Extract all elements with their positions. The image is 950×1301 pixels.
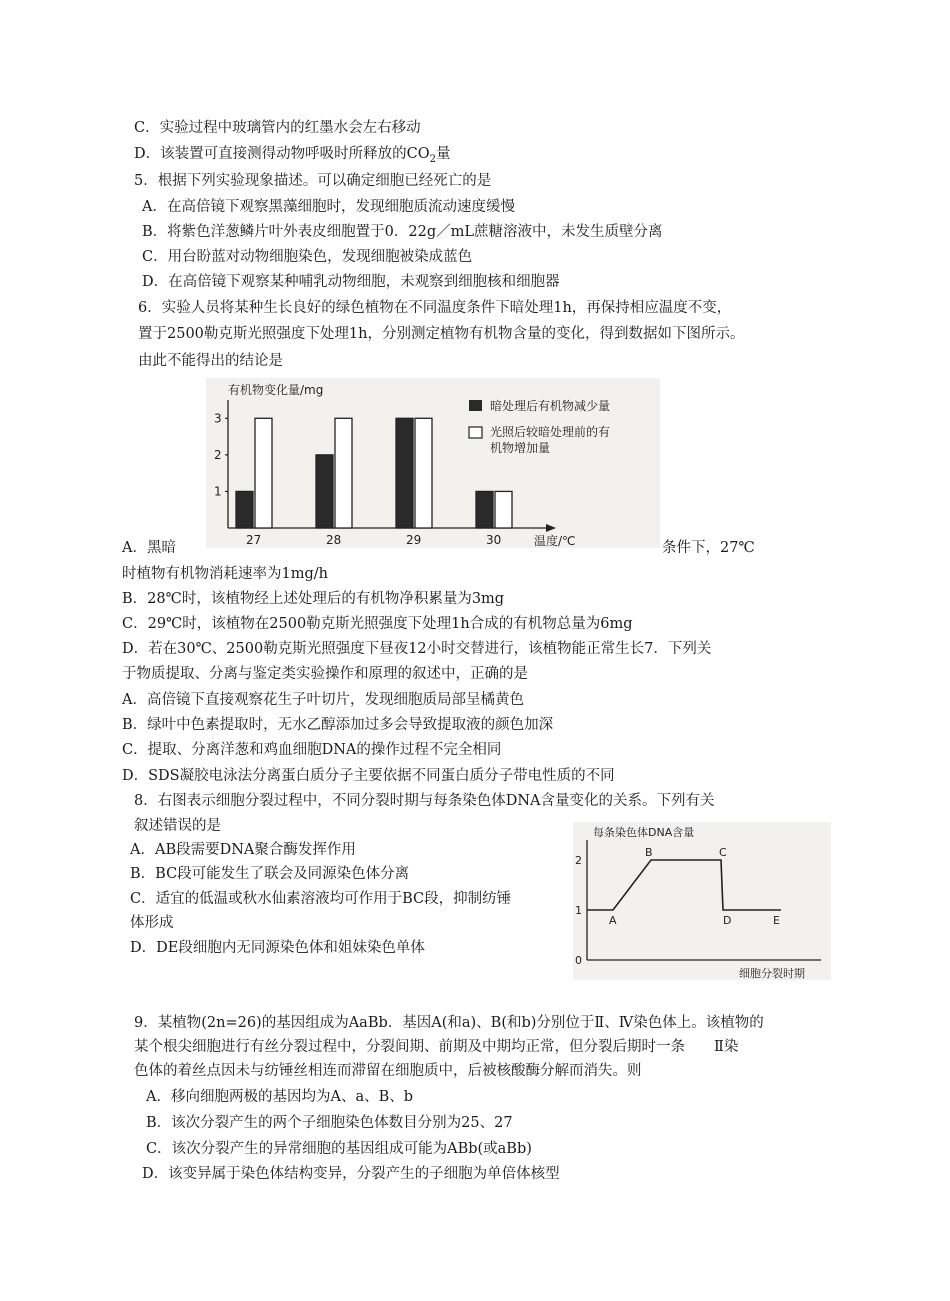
q4-option-c: C．实验过程中玻璃管内的红墨水会左右移动 <box>134 120 421 136</box>
q6-stem-line1: 6．实验人员将某种生长良好的绿色植物在不同温度条件下暗处理1h，再保持相应温度不变， <box>138 300 732 316</box>
q8-option-d: D．DE段细胞内无同源染色体和姐妹染色单体 <box>130 940 425 956</box>
q9-option-d: D．该变异属于染色体结构变异，分裂产生的子细胞为单倍体核型 <box>142 1166 560 1182</box>
x-tick-label-28: 28 <box>326 533 342 547</box>
bar-dark-27 <box>236 491 253 528</box>
q8-option-c-line1: C．适宜的低温或秋水仙素溶液均可作用于BC段，抑制纺锤 <box>130 891 512 907</box>
chart-background <box>573 822 831 980</box>
q9-stem-line2: 某个根尖细胞进行有丝分裂过程中，分裂间期、前期及中期均正常，但分裂后期时一条 Ⅱ染 <box>134 1039 739 1055</box>
q5-option-c: C．用台盼蓝对动物细胞染色，发现细胞被染成蓝色 <box>142 249 473 265</box>
q5-option-a: A．在高倍镜下观察黑藻细胞时，发现细胞质流动速度缓慢 <box>142 199 515 215</box>
temperature-bar-chart <box>206 378 660 548</box>
q5-option-b: B．将紫色洋葱鳞片叶外表皮细胞置于0．22g／mL蔗糖溶液中，未发生质壁分离 <box>142 224 663 240</box>
legend-label-white-line1: 光照后较暗处理前的有 <box>490 425 611 439</box>
q7-option-a: A．高倍镜下直接观察花生子叶切片，发现细胞质局部呈橘黄色 <box>122 692 524 708</box>
q6-option-c: C．29℃时，该植物在2500勒克斯光照强度下处理1h合成的有机物总量为6mg <box>122 616 633 632</box>
q9-option-c: C．该次分裂产生的异常细胞的基因组成可能为ABb(或aBb) <box>146 1141 532 1157</box>
q5-option-d: D．在高倍镜下观察某种哺乳动物细胞，未观察到细胞核和细胞器 <box>142 274 560 290</box>
y-tick-label: 2 <box>575 854 582 867</box>
bar-dark-28 <box>316 455 333 528</box>
chart-ylabel: 每条染色体DNA含量 <box>593 826 695 839</box>
legend-swatch-white <box>469 427 482 438</box>
chart-xlabel: 温度/℃ <box>534 534 576 548</box>
bar-white-28 <box>335 418 352 528</box>
legend-label-dark: 暗处理后有机物减少量 <box>490 399 611 413</box>
point-label-E: E <box>773 914 780 927</box>
point-label-C: C <box>719 846 727 859</box>
bar-dark-30 <box>476 491 493 528</box>
y-tick-label: 1 <box>214 484 222 499</box>
chart-xlabel: 细胞分裂时期 <box>739 967 805 980</box>
x-tick-label-29: 29 <box>406 533 422 547</box>
chart-ylabel: 有机物变化量/mg <box>228 383 324 397</box>
q6-option-a-left: A．黑暗 <box>122 540 176 556</box>
legend-swatch-dark <box>469 400 482 411</box>
point-label-A: A <box>609 914 617 927</box>
bar-white-27 <box>255 418 272 528</box>
x-tick-label-30: 30 <box>486 533 502 547</box>
q7-option-c: C．提取、分离洋葱和鸡血细胞DNA的操作过程不完全相同 <box>122 742 502 758</box>
q7-option-b: B．绿叶中色素提取时，无水乙醇添加过多会导致提取液的颜色加深 <box>122 717 554 733</box>
q4-option-d: D．该装置可直接测得动物呼吸时所释放的$CO_2$量 <box>134 146 451 165</box>
y-tick-label: 3 <box>214 411 222 426</box>
dna-content-line-chart <box>573 822 831 980</box>
y-tick-label: 2 <box>214 447 222 462</box>
q8-option-c-line2: 体形成 <box>130 915 174 931</box>
bar-white-30 <box>495 491 512 528</box>
point-label-D: D <box>723 914 732 927</box>
q9-stem-line3: 色体的着丝点因未与纺锤丝相连而滞留在细胞质中，后被核酸酶分解而消失。则 <box>134 1063 642 1079</box>
q6-option-a-cont: 时植物有机物消耗速率为1mg/h <box>122 566 328 582</box>
q9-stem-line1: 9．某植物(2n=26)的基因组成为AaBb．基因A(和a)、B(和b)分别位于Ⅱ、Ⅳ染色体上。该植物的 <box>134 1015 764 1031</box>
x-tick-label-27: 27 <box>246 533 262 547</box>
y-tick-label: 0 <box>575 954 582 967</box>
q7-option-d: D．SDS凝胶电泳法分离蛋白质分子主要依据不同蛋白质分子带电性质的不同 <box>122 768 615 784</box>
q5-stem: 5．根据下列实验现象描述。可以确定细胞已经死亡的是 <box>134 173 492 189</box>
q6-option-b: B．28℃时，该植物经上述处理后的有机物净积累量为3mg <box>122 591 505 607</box>
point-label-B: B <box>645 846 653 859</box>
q9-option-a: A．移向细胞两极的基因均为A、a、B、b <box>146 1089 414 1105</box>
y-tick-label: 1 <box>575 904 582 917</box>
q8-stem-line2: 叙述错误的是 <box>134 818 221 834</box>
q6-stem-line3: 由此不能得出的结论是 <box>138 353 283 369</box>
q7-stem: 于物质提取、分离与鉴定类实验操作和原理的叙述中，正确的是 <box>122 666 528 682</box>
q6-option-d: D．若在30℃、2500勒克斯光照强度下昼夜12小时交替进行，该植物能正常生长7．下列关 <box>122 641 712 657</box>
bar-dark-29 <box>396 418 413 528</box>
q9-option-b: B．该次分裂产生的两个子细胞染色体数目分别为25、27 <box>146 1115 513 1131</box>
q8-option-b: B．BC段可能发生了联会及同源染色体分离 <box>130 866 410 882</box>
q6-stem-line2: 置于2500勒克斯光照强度下处理1h，分别测定植物有机物含量的变化，得到数据如下图所示。 <box>138 326 745 342</box>
bar-white-29 <box>415 418 432 528</box>
q6-option-a-right: 条件下，27℃ <box>662 540 755 556</box>
q8-stem-line1: 8．右图表示细胞分裂过程中，不同分裂时期与每条染色体DNA含量变化的关系。下列有关 <box>134 793 715 809</box>
legend-label-white-line2: 机物增加量 <box>490 441 551 455</box>
q8-option-a: A．AB段需要DNA聚合酶发挥作用 <box>130 842 356 858</box>
